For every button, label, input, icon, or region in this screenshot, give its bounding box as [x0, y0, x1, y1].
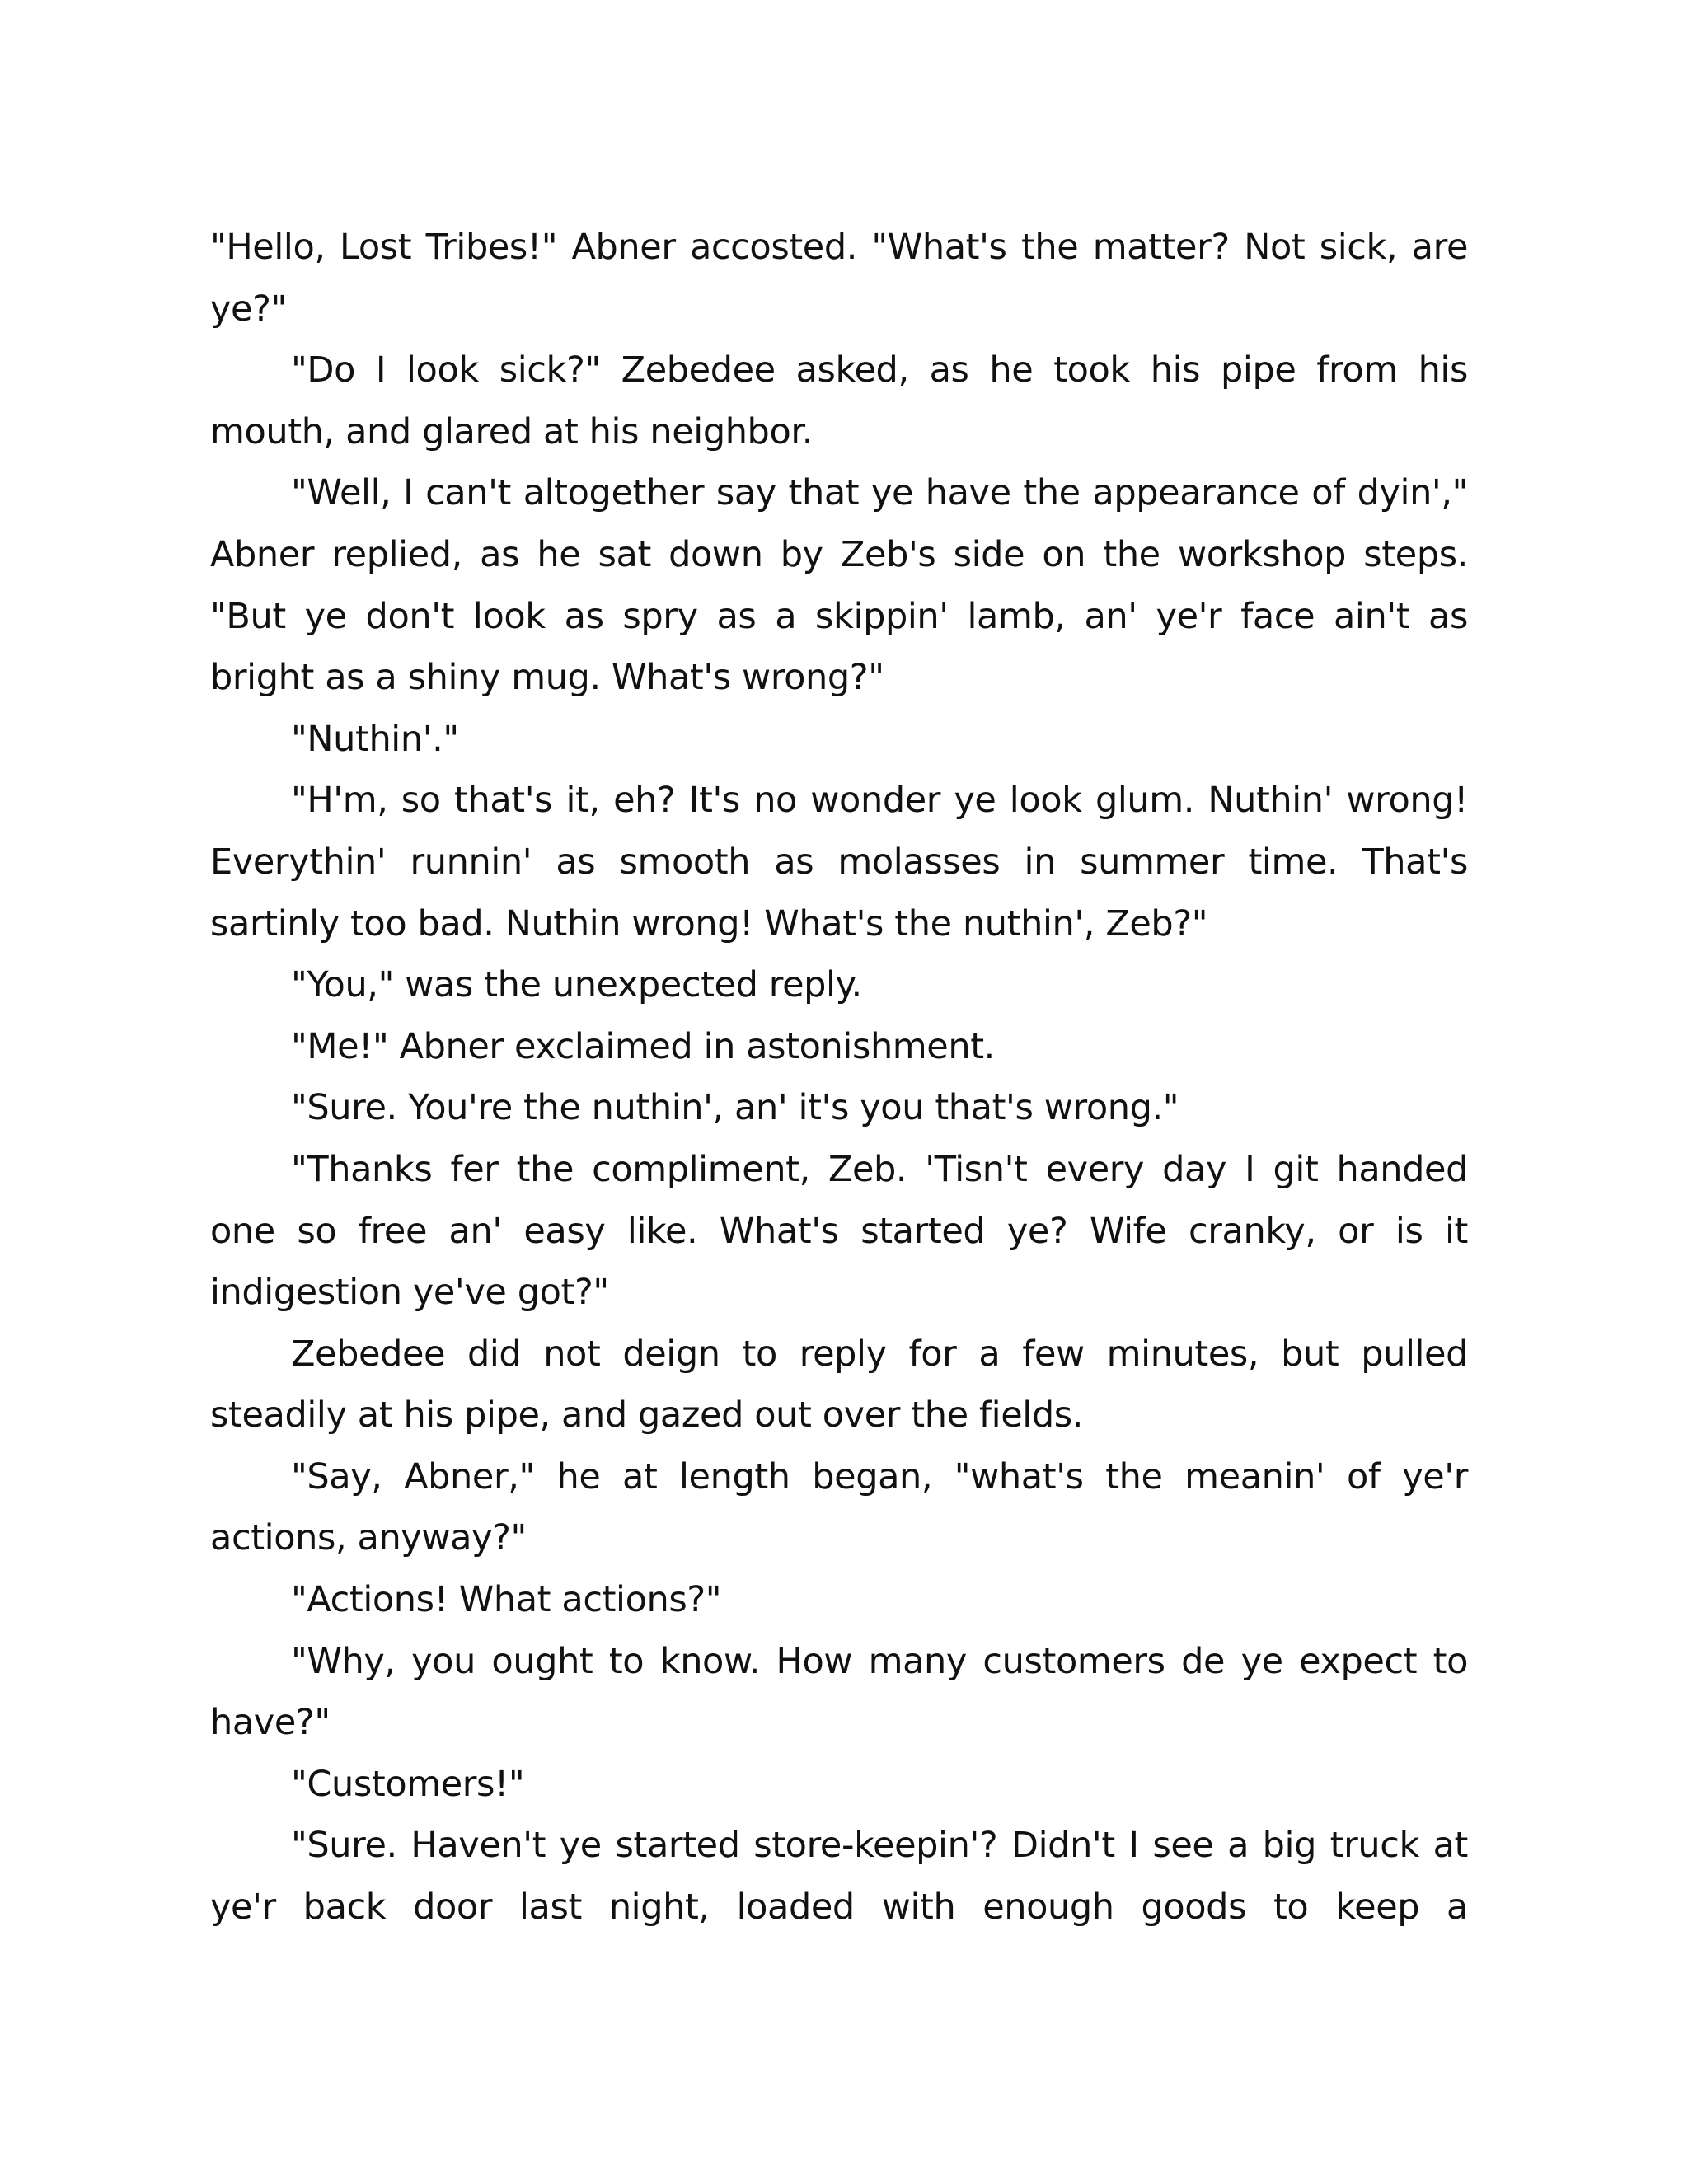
paragraph: "Sure. You're the nuthin', an' it's you that's wrong." [291, 1087, 1179, 1129]
paragraph: "Thanks fer the compliment, Zeb. 'Tisn't every day I git handed one so free an' easy like. What's started ye? Wife cranky, or is it indigestion ye've got?" [210, 1148, 1468, 1314]
paragraph: "Hello, Lost Tribes!" Abner accosted. "What's the matter? Not sick, are ye?" [210, 227, 1468, 330]
paragraph: "Me!" Abner exclaimed in astonishment. [291, 1025, 995, 1067]
paragraph: "H'm, so that's it, eh? It's no wonder ye look glum. Nuthin' wrong! Everythin' runnin' as smooth as molasses in summer time. That's sartinly too bad. Nuthin wrong! What's the nuthin', Zeb?" [210, 780, 1468, 944]
body-text [210, 217, 1468, 1938]
paragraph: "Do I look sick?" Zebedee asked, as he took his pipe from his mouth, and glared at his neighbor. [210, 349, 1468, 452]
paragraph: "Say, Abner," he at length began, "what's the meanin' of ye'r actions, anyway?" [210, 1455, 1468, 1559]
paragraph: "Sure. Haven't ye started store-keepin'? Didn't I see a big truck at ye'r back door last night, loaded with enough goods to keep a [210, 1825, 1468, 1929]
paragraph: "You," was the unexpected reply. [291, 964, 862, 1006]
paragraph: "Actions! What actions?" [291, 1579, 722, 1621]
paragraph: "Why, you ought to know. How many customers de ye expect to have?" [210, 1640, 1468, 1744]
paragraph: "Well, I can't altogether say that ye have the appearance of dyin'," Abner replied, as he sat down by Zeb's side on the workshop steps. "But ye don't look as spry as a skippin' lamb, an' ye'r face ain't as bright as a shiny mug. What's wrong?" [210, 472, 1468, 699]
paragraph: Zebedee did not deign to reply for a few minutes, but pulled steadily at his pipe, and gazed out over the fields. [210, 1333, 1468, 1436]
paragraph: "Customers!" [291, 1763, 525, 1805]
paragraph: "Nuthin'." [291, 718, 459, 760]
